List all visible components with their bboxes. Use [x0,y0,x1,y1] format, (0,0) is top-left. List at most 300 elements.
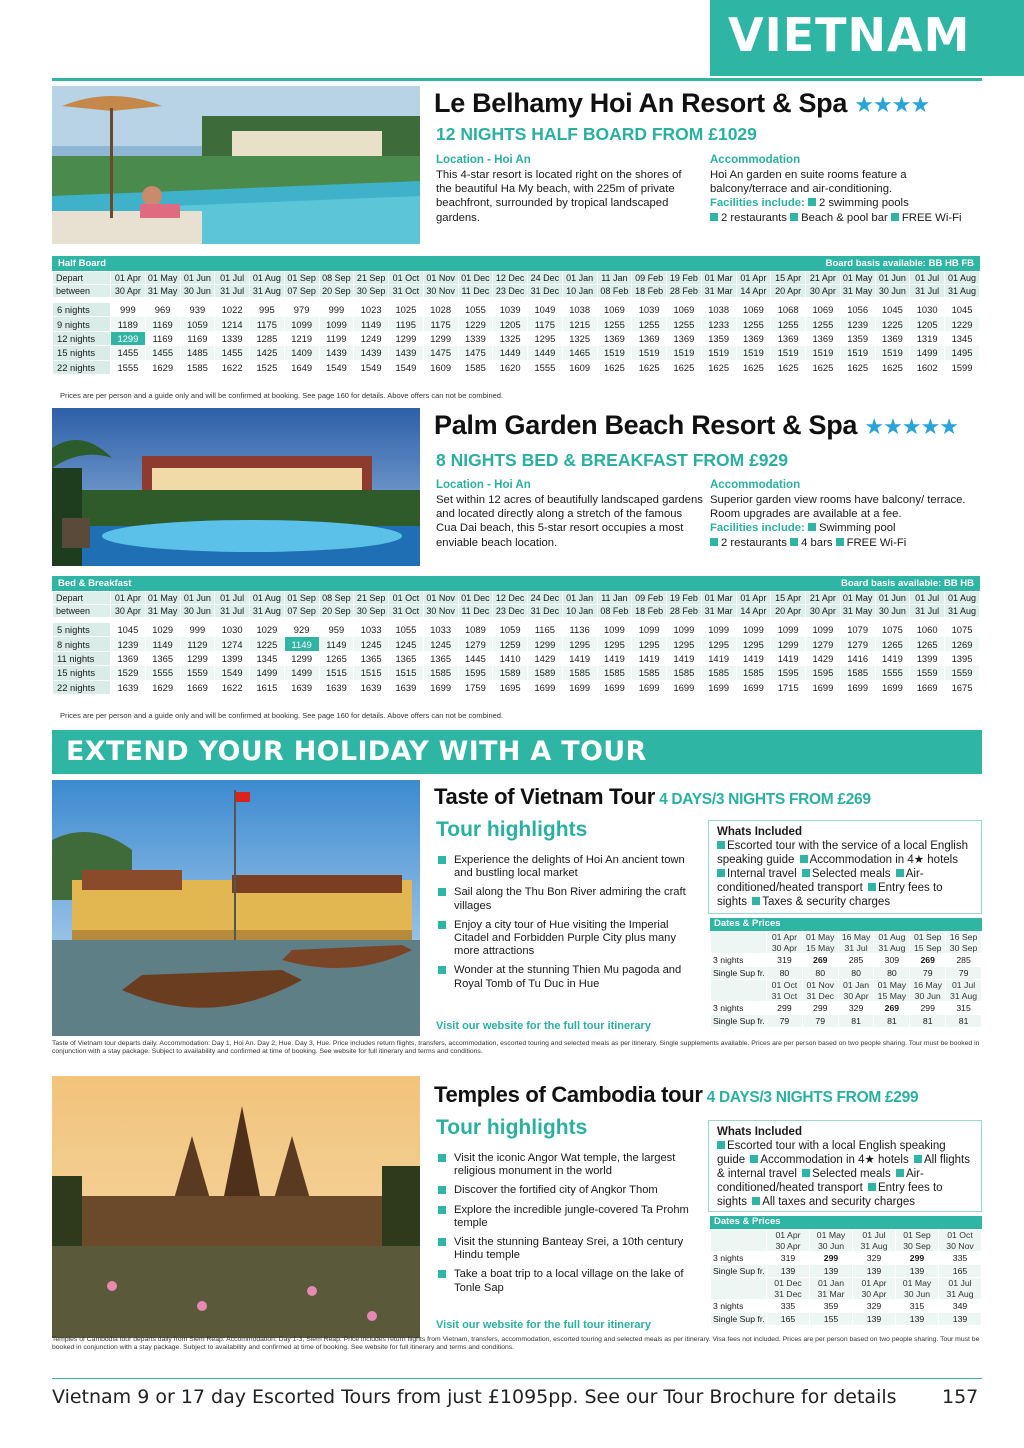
price-cell: 1439 [389,346,424,360]
date-cell: 31 Oct [389,285,424,298]
price-cell: 1419 [736,651,771,665]
price-cell: 1199 [319,331,354,345]
table-header-bar [52,256,980,271]
table-header-row [53,272,980,285]
price-cell: 1295 [667,637,702,651]
supplement-cell: 81 [946,1015,982,1028]
price-cell: 1515 [354,666,389,680]
nights-row [711,954,982,967]
date-from: 01 May [805,932,835,942]
price-cell: 1028 [423,303,458,317]
price-cell: 1099 [632,623,667,637]
price-cell: 1699 [562,680,597,694]
date-to: 31 Dec [806,990,834,1001]
date-cell: 31 Dec [528,605,563,618]
price-cell: 1549 [389,360,424,374]
price-cell: 1622 [215,680,250,694]
date-cell: 01 Apr [111,592,146,605]
price-cell: 1525 [250,360,285,374]
price-cell: 1175 [250,317,285,331]
price-cell: 1045 [111,623,146,637]
price-cell: 1089 [458,623,493,637]
date-cell: 01 Mar [701,592,736,605]
bullet-icon [752,1197,760,1205]
tour-name: Taste of Vietnam Tour [434,784,656,809]
price-cell: 1339 [458,331,493,345]
price-cell: 1225 [250,637,285,651]
date-from: 01 Aug [878,932,906,942]
price-cell: 1699 [597,680,632,694]
facility-item: Swimming pool [818,522,896,535]
date-cell [896,1230,939,1252]
price-cell: 319 [767,1252,810,1265]
bullet-icon [717,841,725,849]
accommodation-text [710,168,982,225]
price-cell: 1319 [910,331,945,345]
date-from: 01 May [877,980,907,990]
price-cell: 1589 [528,666,563,680]
included-item: All flights & internal travel [717,1154,970,1180]
price-cell: 1165 [528,623,563,637]
supplement-cell: 81 [838,1015,874,1028]
dates-row [711,1278,982,1300]
website-link[interactable]: Visit our website for the full tour itinerary [436,1319,651,1331]
date-cell: 19 Feb [667,272,702,285]
dates-prices-table [710,1216,982,1326]
price-cell: 1039 [632,303,667,317]
price-cell: 1409 [284,346,319,360]
date-cell [874,980,910,1002]
price-cell: 1295 [528,331,563,345]
date-to: 30 Jun [914,990,941,1001]
hotel-photo-resort [52,408,420,566]
date-cell [910,980,946,1002]
date-cell: 30 Apr [111,605,146,618]
price-cell: 1219 [284,331,319,345]
price-cell: 1585 [840,666,875,680]
price-cell: 1265 [319,651,354,665]
table-row [53,346,980,360]
price-cell: 1149 [284,637,319,651]
bullet-icon [868,1183,876,1191]
highlights-list [436,854,700,997]
nights-label: 9 nights [53,317,111,331]
supplement-cell: 79 [802,1015,838,1028]
price-cell: 1039 [493,303,528,317]
footer-text: Vietnam 9 or 17 day Escorted Tours from just £1095pp. See our Tour Brochure for details [52,1386,897,1408]
price-cell: 1639 [319,680,354,694]
date-cell: 30 Sep [354,285,389,298]
date-to: 31 Mar [817,1288,845,1299]
price-cell: 1625 [736,360,771,374]
price-cell: 1369 [875,331,910,345]
date-to: 15 Sep [913,942,942,953]
included-item: Accommodation in 4★ hotels [809,854,958,866]
table-row [53,637,980,651]
supplement-cell: 139 [896,1313,939,1326]
nights-label: 15 nights [53,666,111,680]
price-cell: 1038 [701,303,736,317]
price-cell: 1079 [840,623,875,637]
supplement-cell: 139 [767,1265,810,1278]
blank-cell [711,932,767,954]
fine-print: Prices are per person and a guide only and will be confirmed at booking. See page 160 for details. Above offers can not be combined. [60,391,504,400]
date-to: 31 Dec [774,1288,802,1299]
dates-prices-bar: Dates & Prices [710,918,982,931]
price-cell: 1625 [875,360,910,374]
included-item: All taxes and security charges [762,1196,916,1208]
price-cell: 1555 [111,360,146,374]
price-cell: 1609 [423,360,458,374]
bullet-icon [717,869,725,877]
price-cell: 1255 [667,317,702,331]
price-cell: 1499 [910,346,945,360]
price-cell: 1595 [771,666,806,680]
hotel-offer: 12 NIGHTS HALF BOARD FROM £1029 [436,124,757,144]
price-cell: 1465 [562,346,597,360]
date-cell [838,980,874,1002]
facility-item: Beach & pool bar [801,211,888,224]
price-cell: 269 [910,954,946,967]
dates-row [711,1230,982,1252]
price-cell: 1099 [597,623,632,637]
date-from: 01 Apr [775,1230,801,1240]
price-cell: 299 [802,1002,838,1015]
price-cell: 1439 [354,346,389,360]
price-cell: 1519 [701,346,736,360]
price-cell: 1056 [840,303,875,317]
nights-label: 3 nights [711,954,767,967]
date-from: 01 Jul [951,980,976,990]
price-cell: 1245 [354,637,389,651]
nights-label: 3 nights [711,1300,767,1313]
price-cell: 1205 [910,317,945,331]
price-cell: 1499 [250,666,285,680]
date-to: 31 Aug [860,1240,888,1251]
price-cell: 1369 [632,331,667,345]
price-cell: 1149 [145,637,180,651]
price-cell: 1195 [389,317,424,331]
date-from: 01 Jul [862,1230,886,1240]
price-cell: 1295 [701,637,736,651]
included-item: Air-conditioned/heated transport [717,868,924,894]
price-cell: 1625 [840,360,875,374]
price-cell: 285 [838,954,874,967]
bullet-icon [750,1155,758,1163]
price-cell: 1589 [493,666,528,680]
price-cell: 1023 [354,303,389,317]
price-cell: 1595 [806,666,841,680]
facility-item: 4 bars [801,536,833,549]
price-cell: 1699 [423,680,458,694]
blank-cell [711,980,767,1002]
date-cell: 08 Feb [597,605,632,618]
location-text: This 4-star resort is located right on the shores of the beautiful Ha My beach, with 225m of private beachfront, surrounded by tropical landscaped gardens. [436,169,682,224]
dates-prices-table [710,918,982,1028]
price-cell: 1055 [389,623,424,637]
date-cell: 30 Jun [875,285,910,298]
price-cell: 1255 [806,317,841,331]
date-cell: 14 Apr [736,605,771,618]
nights-label: 15 nights [53,346,111,360]
date-cell: 10 Jan [562,605,597,618]
date-cell: 01 Dec [458,592,493,605]
date-cell: 23 Dec [493,605,528,618]
date-cell: 20 Apr [771,285,806,298]
supplement-label: Single Sup fr. [711,1015,767,1028]
price-cell: 1279 [840,637,875,651]
price-cell: 1515 [389,666,424,680]
included-item: Entry fees to sights [717,882,943,908]
price-cell: 319 [767,954,803,967]
price-cell: 1449 [528,346,563,360]
dates-row [711,932,982,954]
date-from: 16 May [913,980,942,990]
price-cell: 1699 [806,680,841,694]
price-cell: 1033 [354,623,389,637]
date-cell: 31 May [145,605,180,618]
highlights-list [436,1152,700,1301]
facility-item: FREE Wi-Fi [846,536,907,549]
date-cell: 01 Nov [423,592,458,605]
date-cell [767,1278,810,1300]
date-cell: 12 Dec [493,272,528,285]
price-cell: 1069 [597,303,632,317]
date-cell: 28 Feb [667,605,702,618]
price-cell: 315 [946,1002,982,1015]
price-cell: 299 [896,1252,939,1265]
price-cell: 1699 [840,680,875,694]
bullet-icon [868,883,876,891]
facility-item: 2 restaurants [721,211,787,224]
price-cell: 1649 [284,360,319,374]
date-to: 30 Apr [775,1240,801,1251]
price-cell: 1365 [423,651,458,665]
tour-photo-angkor-wat [52,1076,420,1338]
price-cell: 1585 [736,666,771,680]
blank-cell [711,1230,767,1252]
date-cell: 30 Jun [180,285,215,298]
tour-small-print: Temples of Cambodia tour departs daily from Siem Reap. Accommodation: Day 1-3, Siem Reap. Price includes return flights from Vietnam, transfers, accommodation, escorted touring and selected meals as per itinerary. Visa fees not included. Prices are per person based on two people sharing. Tour must be booked in conjunction with a stay package. Subject to availability and confirmed at time of booking. See website for full itinerary and terms and conditions. [52,1336,980,1351]
price-cell: 1585 [701,666,736,680]
price-cell: 1629 [145,680,180,694]
date-to: 31 Aug [946,1288,974,1299]
price-cell: 1175 [528,317,563,331]
price-cell: 1699 [701,680,736,694]
supplement-label: Single Sup fr. [711,1265,767,1278]
tour-offer: 4 DAYS/3 NIGHTS FROM £269 [659,791,871,808]
date-cell: 01 Apr [736,592,771,605]
facilities-heading: Facilities include: [710,197,805,210]
date-from: 16 Sep [949,932,978,942]
date-cell: 23 Dec [493,285,528,298]
price-cell: 1325 [493,331,528,345]
price-cell: 1229 [945,317,980,331]
bullet-icon [808,523,816,531]
list-item: Take a boat trip to a local village on the lake of Tonle Sap [436,1268,700,1294]
price-cell: 1099 [736,623,771,637]
date-cell [853,1230,896,1252]
price-cell: 1429 [528,651,563,665]
price-cell: 1249 [354,331,389,345]
bullet-icon [808,198,816,206]
accommodation-desc: Superior garden view rooms have balcony/ terrace. Room upgrades are available at a fee. [710,494,966,521]
tour-title [434,784,871,810]
included-item: Internal travel [727,868,797,880]
price-cell: 995 [250,303,285,317]
price-cell: 1245 [423,637,458,651]
price-cell: 1025 [389,303,424,317]
included-item: Accommodation in 4★ hotels [760,1154,909,1166]
date-cell [853,1278,896,1300]
date-cell: 07 Sep [284,605,319,618]
board-basis: Board basis available: BB HB FB [825,258,974,269]
list-item: Enjoy a city tour of Hue visiting the Imperial Citadel and Forbidden Purple City plus many more attractions [436,919,700,959]
price-cell: 1045 [945,303,980,317]
price-cell: 1395 [945,651,980,665]
date-cell: 19 Feb [667,592,702,605]
price-cell: 1675 [945,680,980,694]
price-cell: 1669 [910,680,945,694]
date-cell: 14 Apr [736,285,771,298]
location-heading: Location - Hoi An [436,479,531,491]
price-cell: 999 [111,303,146,317]
price-cell: 1475 [458,346,493,360]
dates-row [711,980,982,1002]
price-cell: 999 [319,303,354,317]
header-label: between [53,285,111,298]
included-item: Taxes & security charges [762,896,891,908]
price-cell: 1029 [250,623,285,637]
date-cell: 31 Jul [910,285,945,298]
table-row [53,680,980,694]
date-to: 31 Aug [950,990,978,1001]
supplement-label: Single Sup fr. [711,967,767,980]
bullet-icon [896,869,904,877]
price-cell: 1229 [458,317,493,331]
bullet-icon [717,1141,725,1149]
supplement-cell: 81 [910,1015,946,1028]
supplement-cell: 139 [939,1313,982,1326]
date-cell: 08 Sep [319,592,354,605]
price-table [52,576,980,695]
date-cell: 11 Dec [458,605,493,618]
nights-label: 22 nights [53,680,111,694]
price-cell: 285 [946,954,982,967]
hotel-title [434,410,958,441]
price-cell: 1585 [632,666,667,680]
date-to: 31 Jul [844,942,868,953]
star-rating-icon: ★★★★ [854,92,930,117]
date-cell: 01 Aug [250,272,285,285]
price-cell: 1555 [875,666,910,680]
supplement-cell: 80 [874,967,910,980]
date-from: 01 May [816,1230,846,1240]
highlights-heading: Tour highlights [436,818,588,841]
price-cell: 1233 [701,317,736,331]
price-cell: 1625 [632,360,667,374]
date-cell: 01 Jun [875,592,910,605]
date-cell: 21 Sep [354,592,389,605]
price-cell: 1519 [771,346,806,360]
price-cell: 1274 [215,637,250,651]
date-cell: 18 Feb [632,605,667,618]
supplement-cell: 79 [946,967,982,980]
price-cell: 1129 [180,637,215,651]
date-cell: 09 Feb [632,592,667,605]
facility-item: FREE Wi-Fi [901,211,962,224]
price-cell: 1449 [493,346,528,360]
price-cell: 1419 [875,651,910,665]
price-cell: 359 [810,1300,853,1313]
date-cell: 31 Oct [389,605,424,618]
date-cell: 01 Oct [389,592,424,605]
price-cell: 1419 [701,651,736,665]
tour-name: Temples of Cambodia tour [434,1082,703,1107]
table-row [53,317,980,331]
nights-row [711,1300,982,1313]
supplement-cell: 80 [802,967,838,980]
price-cell: 1585 [562,666,597,680]
bullet-icon [710,538,718,546]
price-cell: 1429 [806,651,841,665]
price-cell: 1033 [423,623,458,637]
date-cell: 01 Jul [910,592,945,605]
date-cell: 01 Sep [284,592,319,605]
supplement-cell: 79 [910,967,946,980]
supplement-cell: 80 [767,967,803,980]
date-cell: 31 Aug [250,285,285,298]
price-cell: 1069 [667,303,702,317]
price-cell: 1049 [528,303,563,317]
price-cell: 269 [874,1002,910,1015]
date-cell [910,932,946,954]
price-cell: 1359 [840,331,875,345]
bullet-icon [836,538,844,546]
price-cell: 1075 [875,623,910,637]
price-cell: 1669 [180,680,215,694]
price-cell: 939 [180,303,215,317]
date-cell: 20 Sep [319,605,354,618]
bullet-icon [891,213,899,221]
date-cell: 21 Apr [806,272,841,285]
price-cell: 1169 [145,331,180,345]
date-cell [838,932,874,954]
price-cell: 1149 [354,317,389,331]
price-cell: 1519 [806,346,841,360]
date-cell: 28 Feb [667,285,702,298]
price-cell: 1075 [945,623,980,637]
price-cell: 1038 [562,303,597,317]
website-link[interactable]: Visit our website for the full tour itinerary [436,1020,651,1032]
date-from: 01 Jul [948,1278,972,1288]
price-cell: 1585 [667,666,702,680]
date-cell: 11 Jan [597,272,632,285]
date-to: 30 Apr [771,942,797,953]
price-cell: 929 [284,623,319,637]
date-from: 01 Jan [817,1278,845,1288]
price-cell: 1345 [250,651,285,665]
price-cell: 1399 [215,651,250,665]
price-cell: 1585 [458,360,493,374]
price-grid [52,271,980,375]
date-cell: 01 Jun [180,592,215,605]
price-cell: 1299 [528,637,563,651]
price-cell: 1259 [493,637,528,651]
divider [52,78,982,81]
price-cell: 1695 [493,680,528,694]
country-banner: VIETNAM [710,0,1024,76]
